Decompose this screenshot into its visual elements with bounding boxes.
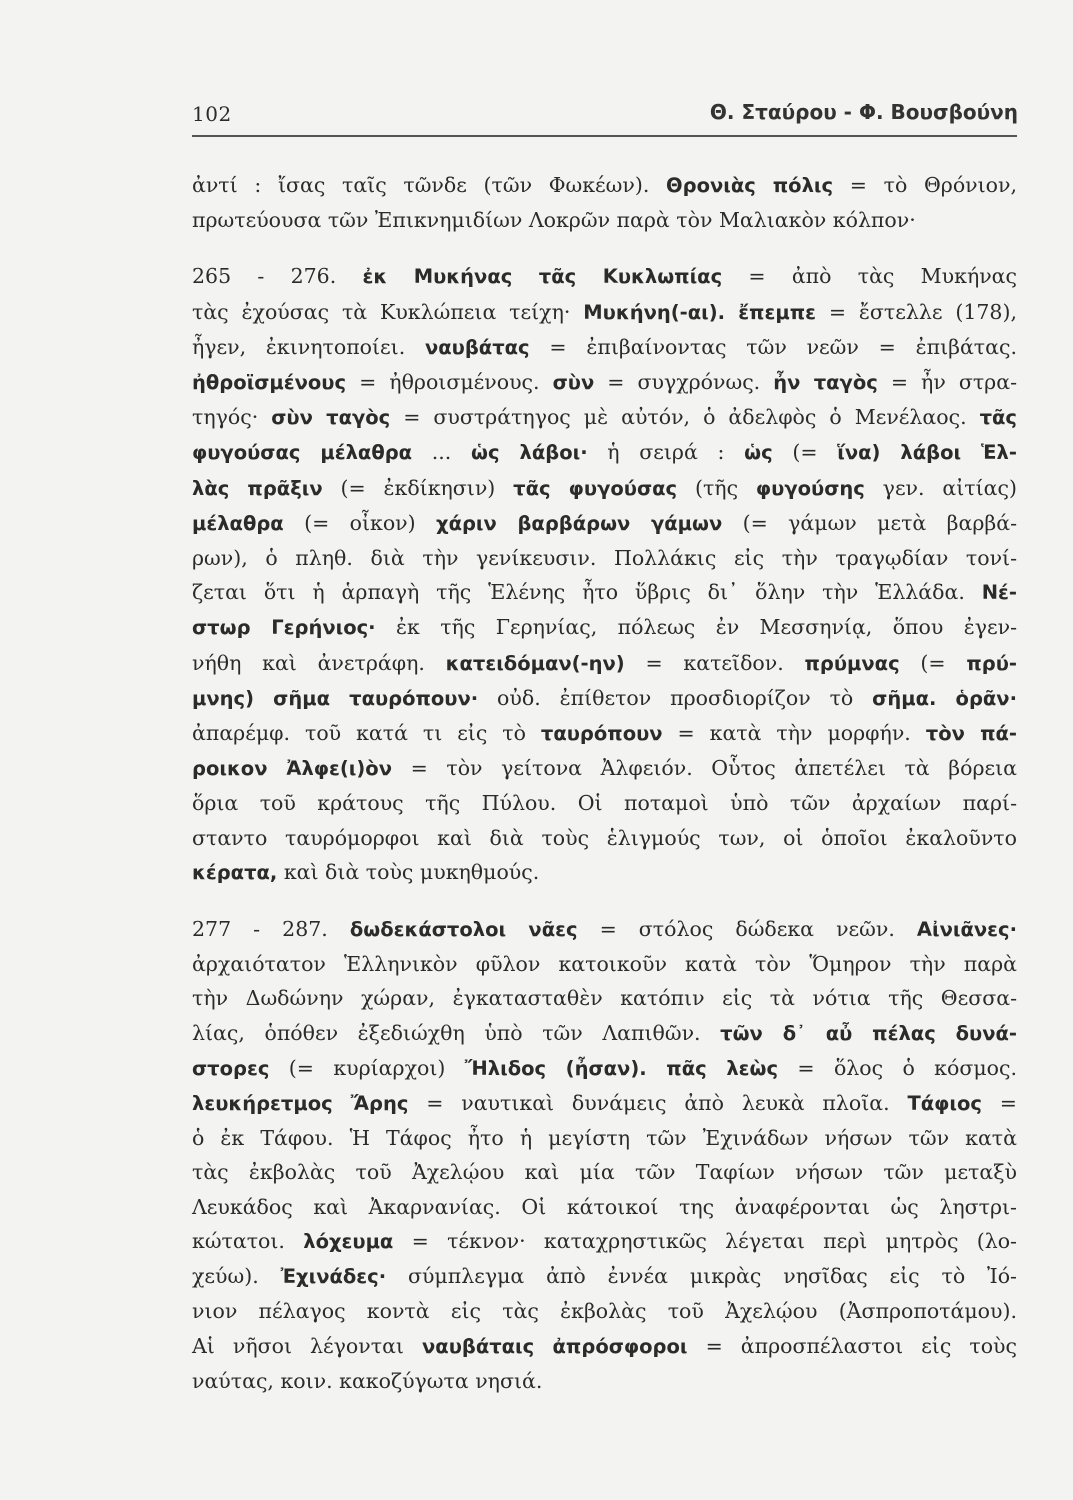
text-line: [192, 981, 1017, 1015]
gloss: τὴν Δωδώνην χώραν, ἐγκατασταθὲν κατόπιν εἰς τὰ νότια τῆς Θεσσα-: [192, 986, 1017, 1011]
gloss: = τὸ Θρόνιον,: [833, 173, 1017, 197]
lemma: Αἰνιᾶνες·: [916, 918, 1017, 942]
text-line: [192, 330, 1017, 365]
gloss: τὰς ἐχούσας τὰ Κυκλώπεια τείχη·: [192, 299, 584, 324]
gloss: ἐκ τῆς Γερηνίας, πόλεως ἐν Μεσσηνίᾳ, ὅπου ἐγεν-: [375, 615, 1017, 640]
gloss: 277 - 287.: [192, 917, 350, 942]
text-line: [192, 506, 1017, 541]
gloss: (τῆς: [677, 475, 756, 500]
gloss: = ὅλος ὁ κόσμος.: [778, 1055, 1017, 1080]
text-line: [192, 1364, 1017, 1398]
paragraph: [192, 168, 1017, 237]
gloss: γεν. αἰτίας): [864, 475, 1017, 500]
lemma: ἵνα) λάβοι Ἑλ-: [837, 441, 1017, 465]
gloss: ὅρια τοῦ κράτους τῆς Πύλου. Οἱ ποταμοὶ ὑπὸ τῶν ἀρχαίων παρί-: [192, 791, 1017, 816]
gloss: ναύτας, κοιν. κακοζύγωτα νησιά.: [192, 1368, 543, 1393]
lemma: ἦν ταγὸς: [773, 371, 878, 395]
lemma: λευκήρετμος Ἄρης: [192, 1092, 409, 1116]
gloss: ἀπαρέμφ. τοῦ κατά τι εἰς τὸ: [192, 721, 541, 746]
lemma: Μυκήνη(-αι). ἔπεμπε: [583, 300, 816, 324]
text-line: [192, 716, 1017, 751]
lemma: στωρ Γερήνιος·: [192, 616, 376, 640]
gloss: = συγχρόνως.: [594, 370, 774, 395]
commentary-text: [192, 168, 1017, 1398]
text-line: [192, 821, 1017, 855]
gloss: σταντο ταυρόμορφοι καὶ διὰ τοὺς ἑλιγμούς των, οἱ ὁποῖοι ἐκαλοῦντο: [192, 825, 1017, 850]
lemma: πρύμνας: [804, 651, 900, 675]
lemma: ἠθροϊσμένους: [192, 371, 347, 395]
gloss: = ἦν στρα-: [877, 370, 1017, 395]
gloss: Λευκάδος καὶ Ἀκαρνανίας. Οἱ κάτοικοί της ἀναφέρονται ὡς ληστρι-: [192, 1194, 1017, 1219]
lemma: μέλαθρα: [192, 511, 284, 535]
gloss: 265 - 276.: [192, 264, 363, 289]
gloss: ἡ σειρά :: [587, 440, 745, 465]
gloss: = κατὰ τὴν μορφήν.: [662, 721, 926, 746]
text-line: [192, 168, 1017, 203]
page-number: 102: [192, 102, 232, 126]
text-line: [192, 786, 1017, 820]
lemma: τὸν πά-: [925, 722, 1018, 746]
gloss: = ἔστελλε (178),: [815, 299, 1017, 324]
header-rule: [192, 135, 1017, 137]
gloss: ζεται ὅτι ἡ ἁρπαγὴ τῆς Ἑλένης ἦτο ὕβρις δι᾽ ὅλην τὴν Ἑλλάδα.: [192, 580, 982, 605]
lemma: ἐκ Μυκήνας τᾶς Κυκλωπίας: [362, 265, 723, 289]
text-line: [192, 575, 1017, 610]
text-line: [192, 681, 1017, 716]
lemma: δωδεκάστολοι νᾶες: [349, 918, 578, 942]
text-line: [192, 751, 1017, 786]
lemma: ὡς λάβοι·: [471, 441, 588, 465]
gloss: (= γάμων μετὰ βαρβά-: [722, 510, 1017, 535]
gloss: = ἀπροσπέλαστοι εἰς τοὺς: [687, 1333, 1018, 1358]
text-line: [192, 1121, 1017, 1155]
lemma: ναυβάταις ἀπρόσφοροι: [422, 1334, 688, 1358]
lemma: τᾶς: [979, 406, 1017, 430]
lemma: λόχευμα: [303, 1229, 394, 1253]
gloss: = ἠθροισμένους.: [346, 370, 553, 395]
lemma: Ἤλιδος (ἦσαν). πᾶς λεὼς: [464, 1056, 779, 1080]
lemma: ναυβάτας: [425, 335, 530, 359]
gloss: = τέκνον· καταχρηστικῶς λέγεται περὶ μητρὸς (λο-: [393, 1228, 1017, 1253]
gloss: = ἐπιβαίνοντας τῶν νεῶν = ἐπιβάτας.: [529, 334, 1017, 359]
gloss: (=: [772, 440, 838, 465]
paragraph: [192, 259, 1017, 890]
gloss: Αἱ νῆσοι λέγονται: [192, 1333, 423, 1358]
lemma: ροικον Ἀλφε(ι)ὸν: [192, 757, 392, 781]
lemma: ταυρόπουν: [540, 722, 663, 746]
gloss: νιον πέλαγος κοντὰ εἰς τὰς ἐκβολὰς τοῦ Ἀχελῴου (Ἀσπροποτάμου).: [192, 1299, 1017, 1324]
gloss: σύμπλεγμα ἀπὸ ἐννέα μικρὰς νησῖδας εἰς τὸ Ἰό-: [386, 1264, 1017, 1289]
text-line: [192, 1259, 1017, 1294]
gloss: καὶ διὰ τοὺς μυκηθμούς.: [277, 859, 540, 884]
text-line: [192, 1086, 1017, 1121]
lemma: πρύ-: [966, 651, 1017, 675]
gloss: = στόλος δώδεκα νεῶν.: [577, 917, 917, 942]
gloss: τὰς ἐκβολὰς τοῦ Ἀχελῴου καὶ μία τῶν Ταφίων νήσων τῶν μεταξὺ: [192, 1160, 1017, 1185]
lemma: τῶν δ᾽ αὖ πέλας δυνά-: [720, 1021, 1017, 1045]
text-line: [192, 947, 1017, 981]
gloss: χεύω).: [192, 1264, 281, 1289]
running-title: Θ. Σταύρου - Φ. Βουσβούνη: [709, 100, 1018, 124]
text-line: [192, 1329, 1017, 1364]
text-line: [192, 259, 1017, 294]
text-line: [192, 646, 1017, 681]
gloss: κώτατοι.: [192, 1228, 304, 1253]
gloss: (=: [899, 650, 967, 675]
text-line: [192, 400, 1017, 435]
text-line: [192, 1016, 1017, 1051]
text-line: [192, 1190, 1017, 1224]
text-line: [192, 855, 1017, 890]
gloss: (= κυρίαρχοι): [269, 1055, 465, 1080]
lemma: κατειδόμαν(-ην): [445, 651, 625, 675]
gloss: = ναυτικαὶ δυνάμεις ἀπὸ λευκὰ πλοῖα.: [408, 1091, 908, 1116]
gloss: πρωτεύουσα τῶν Ἐπικνημιδίων Λοκρῶν παρὰ τὸν Μαλιακὸν κόλπον·: [192, 208, 916, 233]
lemma: ὡς: [744, 441, 773, 465]
gloss: ἀντί : ἴσας ταῖς τῶνδε (τῶν Φωκέων).: [192, 173, 667, 197]
gloss: (= οἶκον): [283, 510, 436, 535]
lemma: Νέ-: [981, 581, 1017, 605]
gloss: ...: [412, 440, 472, 465]
gloss: τηγός·: [192, 405, 272, 430]
paragraph-gap: [192, 890, 1017, 912]
text-line: [192, 541, 1017, 575]
lemma: Θρονιὰς πόλις: [666, 174, 834, 197]
text-line: [192, 471, 1017, 506]
lemma: τᾶς φυγούσας: [513, 476, 678, 500]
gloss: =: [981, 1091, 1017, 1116]
lemma: στορες: [192, 1056, 270, 1080]
text-line: [192, 912, 1017, 947]
paragraph-gap: [192, 237, 1017, 259]
lemma: μνης) σῆμα ταυρόπουν·: [192, 686, 479, 710]
lemma: Ἐχινάδες·: [280, 1265, 387, 1289]
lemma: φυγούσας μέλαθρα: [192, 441, 413, 465]
lemma: σῆμα. ὁρᾶν·: [872, 686, 1017, 710]
gloss: = κατεῖδον.: [624, 650, 805, 675]
paragraph: [192, 912, 1017, 1398]
text-line: [192, 435, 1017, 470]
gloss: = ἀπὸ τὰς Μυκήνας: [722, 264, 1018, 289]
lemma: σὺν: [552, 371, 595, 395]
gloss: νήθη καὶ ἀνετράφη.: [192, 650, 446, 675]
lemma: λὰς πρᾶξιν: [192, 476, 323, 500]
text-line: [192, 1155, 1017, 1189]
text-line: [192, 203, 1017, 237]
lemma: σὺν ταγὸς: [271, 406, 391, 430]
gloss: = τὸν γείτονα Ἀλφειόν. Οὗτος ἀπετέλει τὰ βόρεια: [392, 756, 1017, 781]
gloss: = συστράτηγος μὲ αὐτόν, ὁ ἀδελφὸς ὁ Μενέλαος.: [390, 405, 980, 430]
text-line: [192, 365, 1017, 400]
gloss: (= ἐκδίκησιν): [322, 475, 514, 500]
gloss: ὁ ἐκ Τάφου. Ἡ Τάφος ἦτο ἡ μεγίστη τῶν Ἐχινάδων νήσων τῶν κατὰ: [192, 1126, 1017, 1151]
text-line: [192, 295, 1017, 330]
lemma: κέρατα,: [192, 860, 278, 884]
lemma: φυγούσης: [755, 476, 865, 500]
gloss: λίας, ὁπόθεν ἐξεδιώχθη ὑπὸ τῶν Λαπιθῶν.: [192, 1020, 721, 1045]
lemma: χάριν βαρβάρων γάμων: [436, 511, 723, 535]
text-line: [192, 1224, 1017, 1259]
text-line: [192, 1294, 1017, 1328]
gloss: οὐδ. ἐπίθετον προσδιορίζον τὸ: [478, 685, 873, 710]
gloss: ἀρχαιότατον Ἑλληνικὸν φῦλον κατοικοῦν κατὰ τὸν Ὅμηρον τὴν παρὰ: [192, 952, 1017, 977]
gloss: ρων), ὁ πληθ. διὰ τὴν γενίκευσιν. Πολλάκις εἰς τὴν τραγῳδίαν τονί-: [192, 546, 1017, 571]
text-line: [192, 1051, 1017, 1086]
text-line: [192, 610, 1017, 645]
gloss: ἦγεν, ἐκινητοποίει.: [192, 334, 425, 359]
lemma: Τάφιος: [907, 1092, 982, 1116]
